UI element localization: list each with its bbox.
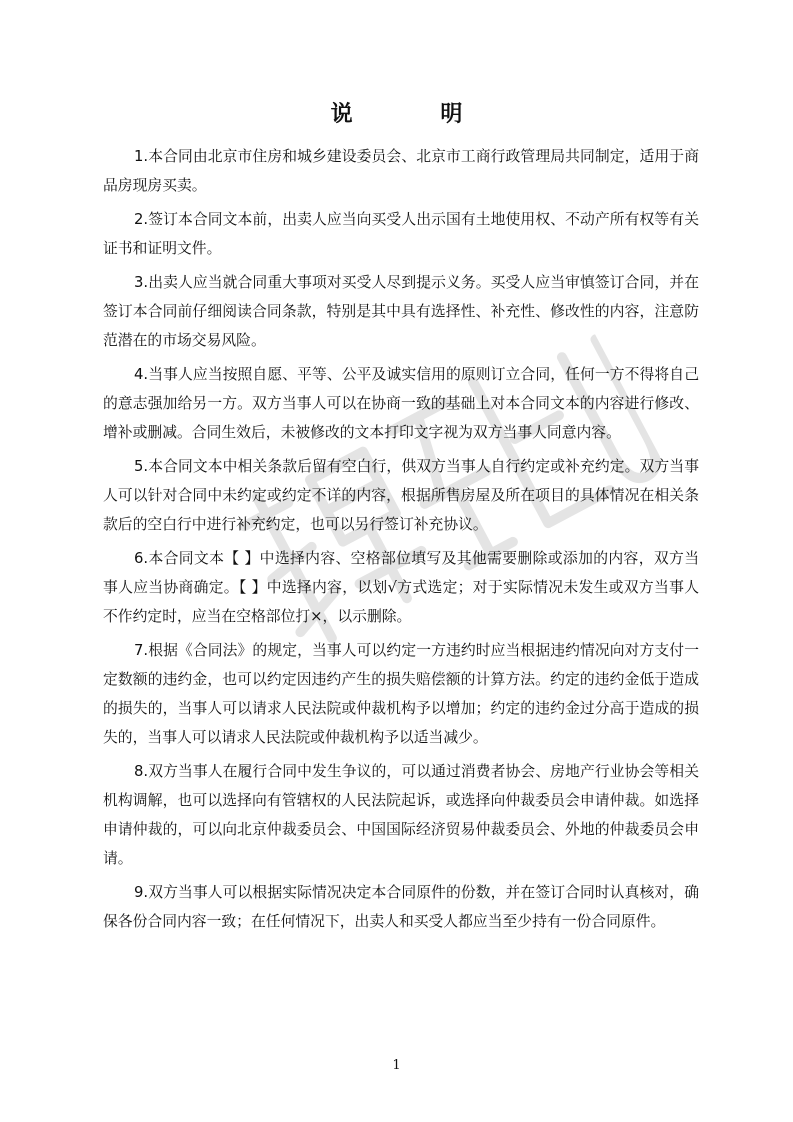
paragraph-4: 4.当事人应当按照自愿、平等、公平及诚实信用的原则订立合同，任何一方不得将自己的意志强加给另一方。双方当事人可以在协商一致的基础上对本合同文本的内容进行修改、增补或删减。合同生效后，未被修改的文本打印文字视为双方当事人同意内容。 — [103, 366, 699, 441]
page-number: 1 — [392, 1058, 401, 1073]
paragraph-3: 3.出卖人应当就合同重大事项对买受人尽到提示义务。买受人应当审慎签订合同，并在签订本合同前仔细阅读合同条款，特别是其中具有选择性、补充性、修改性的内容，注意防范潜在的市场交易风险。 — [103, 274, 699, 349]
instructions-body — [103, 142, 699, 941]
paragraph-1: 1.本合同由北京市住房和城乡建设委员会、北京市工商行政管理局共同制定，适用于商品房现房买卖。 — [103, 148, 699, 194]
paragraph-7: 7.根据《合同法》的规定，当事人可以约定一方违约时应当根据违约情况向对方支付一定数额的违约金，也可以约定因违约产生的损失赔偿额的计算方法。约定的违约金低于造成的损失的，当事人可以请求人民法院或仲裁机构予以增加；约定的违约金过分高于造成的损失的，当事人可以请求人民法院或仲裁机构予以适当减少。 — [103, 642, 699, 746]
paragraph-9: 9.双方当事人可以根据实际情况决定本合同原件的份数，并在签订合同时认真核对，确保各份合同内容一致；在任何情况下，出卖人和买受人都应当至少持有一份合同原件。 — [103, 884, 699, 930]
page-title: 说 明 — [330, 102, 503, 127]
paragraph-6: 6.本合同文本【 】中选择内容、空格部位填写及其他需要删除或添加的内容，双方当事人应当协商确定。【 】中选择内容，以划√方式选定；对于实际情况未发生或双方当事人不作约定时，应当在空格部位打×，以示删除。 — [103, 550, 699, 625]
paragraph-8: 8.双方当事人在履行合同中发生争议的，可以通过消费者协会、房地产行业协会等相关机构调解，也可以选择向有管辖权的人民法院起诉，或选择向仲裁委员会申请仲裁。如选择申请仲裁的，可以向北京仲裁委员会、中国国际经济贸易仲裁委员会、外地的仲裁委员会申请。 — [103, 763, 699, 867]
paragraph-5: 5.本合同文本中相关条款后留有空白行，供双方当事人自行约定或补充约定。双方当事人可以针对合同中未约定或约定不详的内容，根据所售房屋及所在项目的具体情况在相关条款后的空白行中进行补充约定，也可以另行签订补充协议。 — [103, 458, 699, 533]
paragraph-2: 2.签订本合同文本前，出卖人应当向买受人出示国有土地使用权、不动产所有权等有关证书和证明文件。 — [103, 211, 699, 257]
